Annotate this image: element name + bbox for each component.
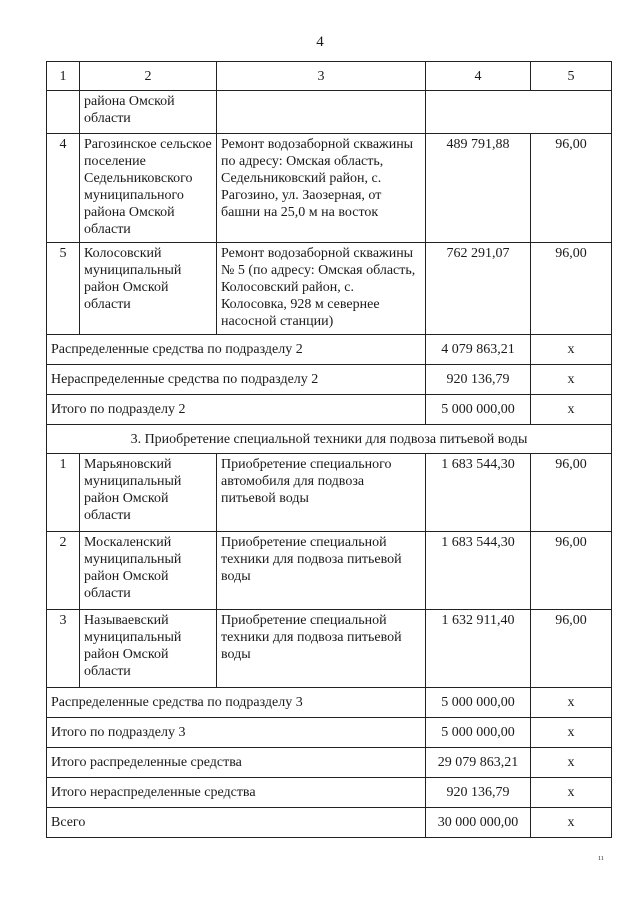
purpose-cell: Ремонт водозаборной скважины № 5 (по адресу: Омская область, Колосовский район, с. Колосовка, 928 м севернее насосной станции): [217, 243, 426, 335]
table-row: [47, 610, 612, 688]
purpose-cell: [217, 91, 426, 134]
amount-cell: 1 683 544,30: [426, 454, 531, 532]
row-number: 2: [47, 532, 80, 610]
summary-mark: х: [531, 718, 612, 748]
summary-mark: х: [531, 808, 612, 838]
recipient-cell: Колосовский муниципальный район Омской области: [80, 243, 217, 335]
summary-label: Итого по подразделу 2: [47, 395, 426, 425]
summary-mark: х: [531, 335, 612, 365]
percent-cell: 96,00: [531, 454, 612, 532]
summary-amount: 30 000 000,00: [426, 808, 531, 838]
summary-amount: 5 000 000,00: [426, 718, 531, 748]
header-col-5: 5: [531, 62, 612, 91]
summary-amount: 920 136,79: [426, 778, 531, 808]
table-row: [47, 454, 612, 532]
row-number: [47, 91, 80, 134]
amount-cell: 489 791,88: [426, 134, 531, 243]
percent-cell: 96,00: [531, 134, 612, 243]
purpose-cell: Ремонт водозаборной скважины по адресу: Омская область, Седельниковский район, с. Рагозино, ул. Заозерная, от башни на 25,0 м на восток: [217, 134, 426, 243]
header-col-2: 2: [80, 62, 217, 91]
summary-label: Распределенные средства по подразделу 2: [47, 335, 426, 365]
percent-cell: 96,00: [531, 610, 612, 688]
summary-row: [47, 688, 612, 718]
table-row: [47, 91, 612, 134]
header-col-3: 3: [217, 62, 426, 91]
row-number: 1: [47, 454, 80, 532]
row-number: 4: [47, 134, 80, 243]
summary-mark: х: [531, 748, 612, 778]
amount-cell: [426, 91, 612, 134]
recipient-cell: Рагозинское сельское поселение Седельниковского муниципального района Омской области: [80, 134, 217, 243]
summary-amount: 5 000 000,00: [426, 395, 531, 425]
percent-cell: 96,00: [531, 532, 612, 610]
corner-mark: 11: [598, 856, 604, 862]
page-number: 4: [316, 34, 324, 50]
recipient-cell: Москаленский муниципальный район Омской области: [80, 532, 217, 610]
summary-row: [47, 748, 612, 778]
amount-cell: 1 683 544,30: [426, 532, 531, 610]
purpose-cell: Приобретение специального автомобиля для подвоза питьевой воды: [217, 454, 426, 532]
table-row: [47, 532, 612, 610]
purpose-cell: Приобретение специальной техники для подвоза питьевой воды: [217, 610, 426, 688]
summary-mark: х: [531, 365, 612, 395]
summary-row: [47, 335, 612, 365]
summary-row: [47, 808, 612, 838]
table-row: [47, 134, 612, 243]
summary-row: [47, 778, 612, 808]
recipient-cell: района Омской области: [80, 91, 217, 134]
summary-row: [47, 395, 612, 425]
summary-amount: 4 079 863,21: [426, 335, 531, 365]
section-title: 3. Приобретение специальной техники для подвоза питьевой воды: [47, 425, 612, 454]
amount-cell: 762 291,07: [426, 243, 531, 335]
summary-mark: х: [531, 395, 612, 425]
summary-row: [47, 365, 612, 395]
row-number: 3: [47, 610, 80, 688]
allocation-table: [46, 61, 612, 838]
summary-label: Всего: [47, 808, 426, 838]
recipient-cell: Марьяновский муниципальный район Омской области: [80, 454, 217, 532]
percent-cell: 96,00: [531, 243, 612, 335]
summary-label: Итого нераспределенные средства: [47, 778, 426, 808]
summary-label: Итого распределенные средства: [47, 748, 426, 778]
summary-label: Распределенные средства по подразделу 3: [47, 688, 426, 718]
summary-amount: 29 079 863,21: [426, 748, 531, 778]
section-heading-row: [47, 425, 612, 454]
purpose-cell: Приобретение специальной техники для подвоза питьевой воды: [217, 532, 426, 610]
summary-mark: х: [531, 778, 612, 808]
summary-amount: 5 000 000,00: [426, 688, 531, 718]
summary-label: Итого по подразделу 3: [47, 718, 426, 748]
amount-cell: 1 632 911,40: [426, 610, 531, 688]
summary-mark: х: [531, 688, 612, 718]
header-row: [47, 62, 612, 91]
recipient-cell: Называевский муниципальный район Омской области: [80, 610, 217, 688]
table-row: [47, 243, 612, 335]
summary-row: [47, 718, 612, 748]
summary-amount: 920 136,79: [426, 365, 531, 395]
summary-label: Нераспределенные средства по подразделу 2: [47, 365, 426, 395]
row-number: 5: [47, 243, 80, 335]
header-col-4: 4: [426, 62, 531, 91]
header-col-1: 1: [47, 62, 80, 91]
